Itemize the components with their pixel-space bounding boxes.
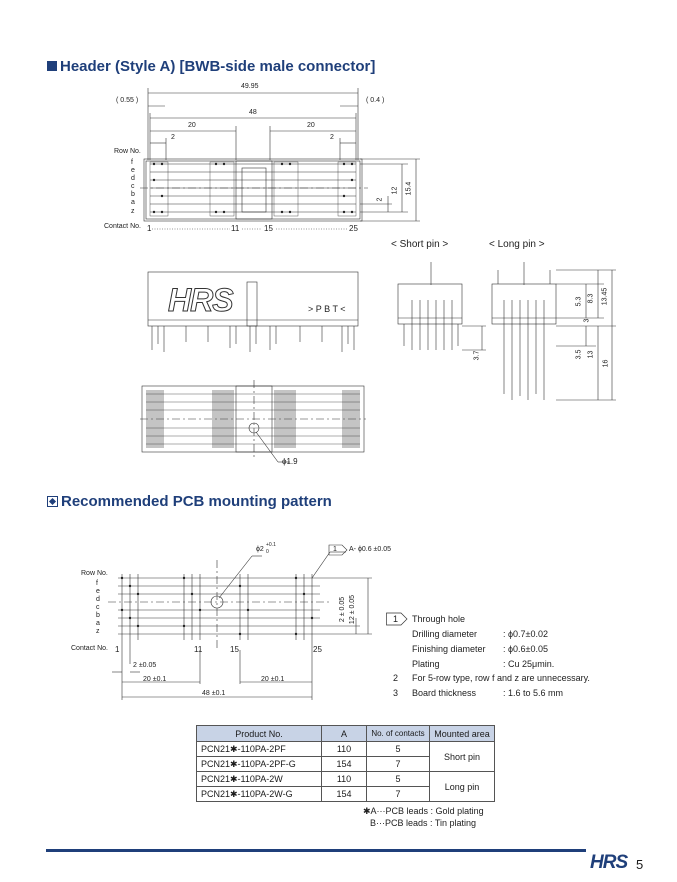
footnote-b: B···PCB leads : Tin plating bbox=[370, 818, 477, 828]
contact-15: 15 bbox=[264, 224, 273, 233]
row-no-label: Row No. bbox=[114, 148, 141, 155]
dim-v-2: 2 bbox=[376, 197, 384, 202]
col-no-of-contacts: No. of contacts bbox=[367, 726, 430, 742]
note-2-num: 2 bbox=[393, 673, 399, 683]
pcb-row-z: z bbox=[96, 628, 100, 635]
dim-total: 49.95 bbox=[241, 83, 259, 90]
drilling-value: : ϕ0.7±0.02 bbox=[503, 629, 549, 639]
contact-11: 11 bbox=[231, 224, 240, 233]
cell-mounted-short: Short pin bbox=[430, 742, 495, 772]
pcb-dim-v-12: 12 ± 0.05 bbox=[349, 594, 357, 625]
row-f: f bbox=[131, 159, 133, 166]
finishing-label: Finishing diameter bbox=[412, 644, 486, 654]
pcb-row-a: a bbox=[96, 620, 100, 627]
dim-48: 48 bbox=[249, 109, 257, 116]
pcb-row-c: c bbox=[96, 604, 100, 611]
pcb-row-b: b bbox=[96, 612, 100, 619]
plating-label: Plating bbox=[412, 659, 440, 669]
pcb-note-a-marker: 1 bbox=[333, 546, 337, 553]
pcb-contact-25: 25 bbox=[313, 645, 322, 654]
row-z: z bbox=[131, 208, 135, 215]
row-c: c bbox=[131, 183, 135, 190]
pcb-dim-48: 48 ±0.1 bbox=[202, 690, 226, 697]
pcb-phi2-tol-top: +0.1 bbox=[266, 542, 276, 548]
dim-v-12: 12 bbox=[391, 186, 399, 195]
pcb-dim-20-left: 20 ±0.1 bbox=[143, 676, 167, 683]
note-3-value: : 1.6 to 5.6 mm bbox=[503, 688, 564, 698]
table-row bbox=[197, 772, 495, 787]
note-3-num: 3 bbox=[393, 688, 399, 698]
dim-1345: 13.45 bbox=[601, 287, 609, 306]
dim-2-right: 2 bbox=[330, 134, 334, 141]
col-a: A bbox=[322, 726, 367, 742]
cell-a: 154 bbox=[322, 787, 367, 802]
cell-a: 110 bbox=[322, 772, 367, 787]
cell-mounted-long: Long pin bbox=[430, 772, 495, 802]
footer-hrs-logo: HRS bbox=[590, 852, 628, 873]
note-1-title: Through hole bbox=[412, 614, 466, 624]
dim-v-154: 15.4 bbox=[405, 181, 413, 196]
finishing-value: : ϕ0.6±0.05 bbox=[503, 644, 549, 654]
note-2-text: For 5-row type, row f and z are unnecessary. bbox=[412, 673, 590, 683]
pcb-phi2: ϕ2 bbox=[256, 546, 264, 553]
product-table bbox=[196, 725, 495, 802]
pcb-dim-20-right: 20 ±0.1 bbox=[261, 676, 285, 683]
pcb-contact-11: 11 bbox=[194, 645, 203, 654]
dim-13: 13 bbox=[587, 350, 595, 359]
pcb-contact-no-label: Contact No. bbox=[71, 645, 108, 652]
pcb-row-f: f bbox=[96, 580, 98, 587]
product-table-header-row bbox=[197, 726, 495, 742]
cell-contacts: 5 bbox=[367, 772, 430, 787]
dim-phi19: ϕ1.9 bbox=[282, 457, 298, 466]
row-e: e bbox=[131, 167, 135, 174]
hrs-logo-front: HRS bbox=[168, 282, 233, 318]
drilling-label: Drilling diameter bbox=[412, 629, 478, 639]
footnote-a: ✱A···PCB leads : Gold plating bbox=[363, 806, 484, 816]
cell-product: PCN21✱-110PA-2W bbox=[197, 772, 322, 787]
dim-83: 8.3 bbox=[587, 293, 595, 304]
cell-contacts: 7 bbox=[367, 787, 430, 802]
header-section-title-text: Header (Style A) [BWB-side male connector] bbox=[60, 58, 376, 75]
cell-contacts: 7 bbox=[367, 757, 430, 772]
dim-37: 3.7 bbox=[473, 350, 481, 361]
row-a: a bbox=[131, 199, 135, 206]
dim-35: 3.5 bbox=[575, 349, 583, 360]
cell-product: PCN21✱-110PA-2W-G bbox=[197, 787, 322, 802]
dim-20-left: 20 bbox=[188, 122, 196, 129]
col-product-no: Product No. bbox=[197, 726, 322, 742]
plating-value: : Cu 25μmin. bbox=[503, 659, 555, 669]
cell-product: PCN21✱-110PA-2PF-G bbox=[197, 757, 322, 772]
pcb-phi2-tol-bottom: 0 bbox=[266, 549, 269, 555]
cell-product: PCN21✱-110PA-2PF bbox=[197, 742, 322, 757]
dim-left-gap: ( 0.55 ) bbox=[116, 97, 139, 104]
pcb-note-a-text: A- ϕ0.6 ±0.05 bbox=[349, 546, 392, 553]
dim-53: 5.3 bbox=[575, 296, 583, 307]
note-1-marker: 1 bbox=[393, 614, 399, 624]
footer-rule bbox=[46, 849, 586, 852]
contact-1: 1 bbox=[147, 224, 152, 233]
dim-3: 3 bbox=[583, 318, 591, 323]
dim-16: 16 bbox=[602, 359, 610, 368]
row-d: d bbox=[131, 175, 135, 182]
contact-no-label: Contact No. bbox=[104, 223, 141, 230]
pcb-row-e: e bbox=[96, 588, 100, 595]
row-b: b bbox=[131, 191, 135, 198]
dim-right-gap: ( 0.4 ) bbox=[366, 97, 385, 104]
cell-a: 154 bbox=[322, 757, 367, 772]
pcb-row-d: d bbox=[96, 596, 100, 603]
dim-2-left: 2 bbox=[171, 134, 175, 141]
col-mounted-area: Mounted area bbox=[430, 726, 495, 742]
contact-25: 25 bbox=[349, 224, 358, 233]
long-pin-label: < Long pin > bbox=[489, 239, 545, 250]
pcb-contact-1: 1 bbox=[115, 645, 120, 654]
cell-a: 110 bbox=[322, 742, 367, 757]
pbt-label: > P B T < bbox=[308, 304, 346, 314]
pcb-section-title-text: Recommended PCB mounting pattern bbox=[61, 493, 332, 510]
pcb-contact-15: 15 bbox=[230, 645, 239, 654]
cell-contacts: 5 bbox=[367, 742, 430, 757]
pcb-dim-v-2: 2 ± 0.05 bbox=[339, 596, 347, 623]
page-number: 5 bbox=[636, 857, 644, 872]
pcb-dim-2-005: 2 ±0.05 bbox=[133, 662, 157, 669]
note-3-label: Board thickness bbox=[412, 688, 477, 698]
pcb-row-no-label: Row No. bbox=[81, 570, 108, 577]
table-row bbox=[197, 742, 495, 757]
dim-20-right: 20 bbox=[307, 122, 315, 129]
short-pin-label: < Short pin > bbox=[391, 239, 449, 250]
